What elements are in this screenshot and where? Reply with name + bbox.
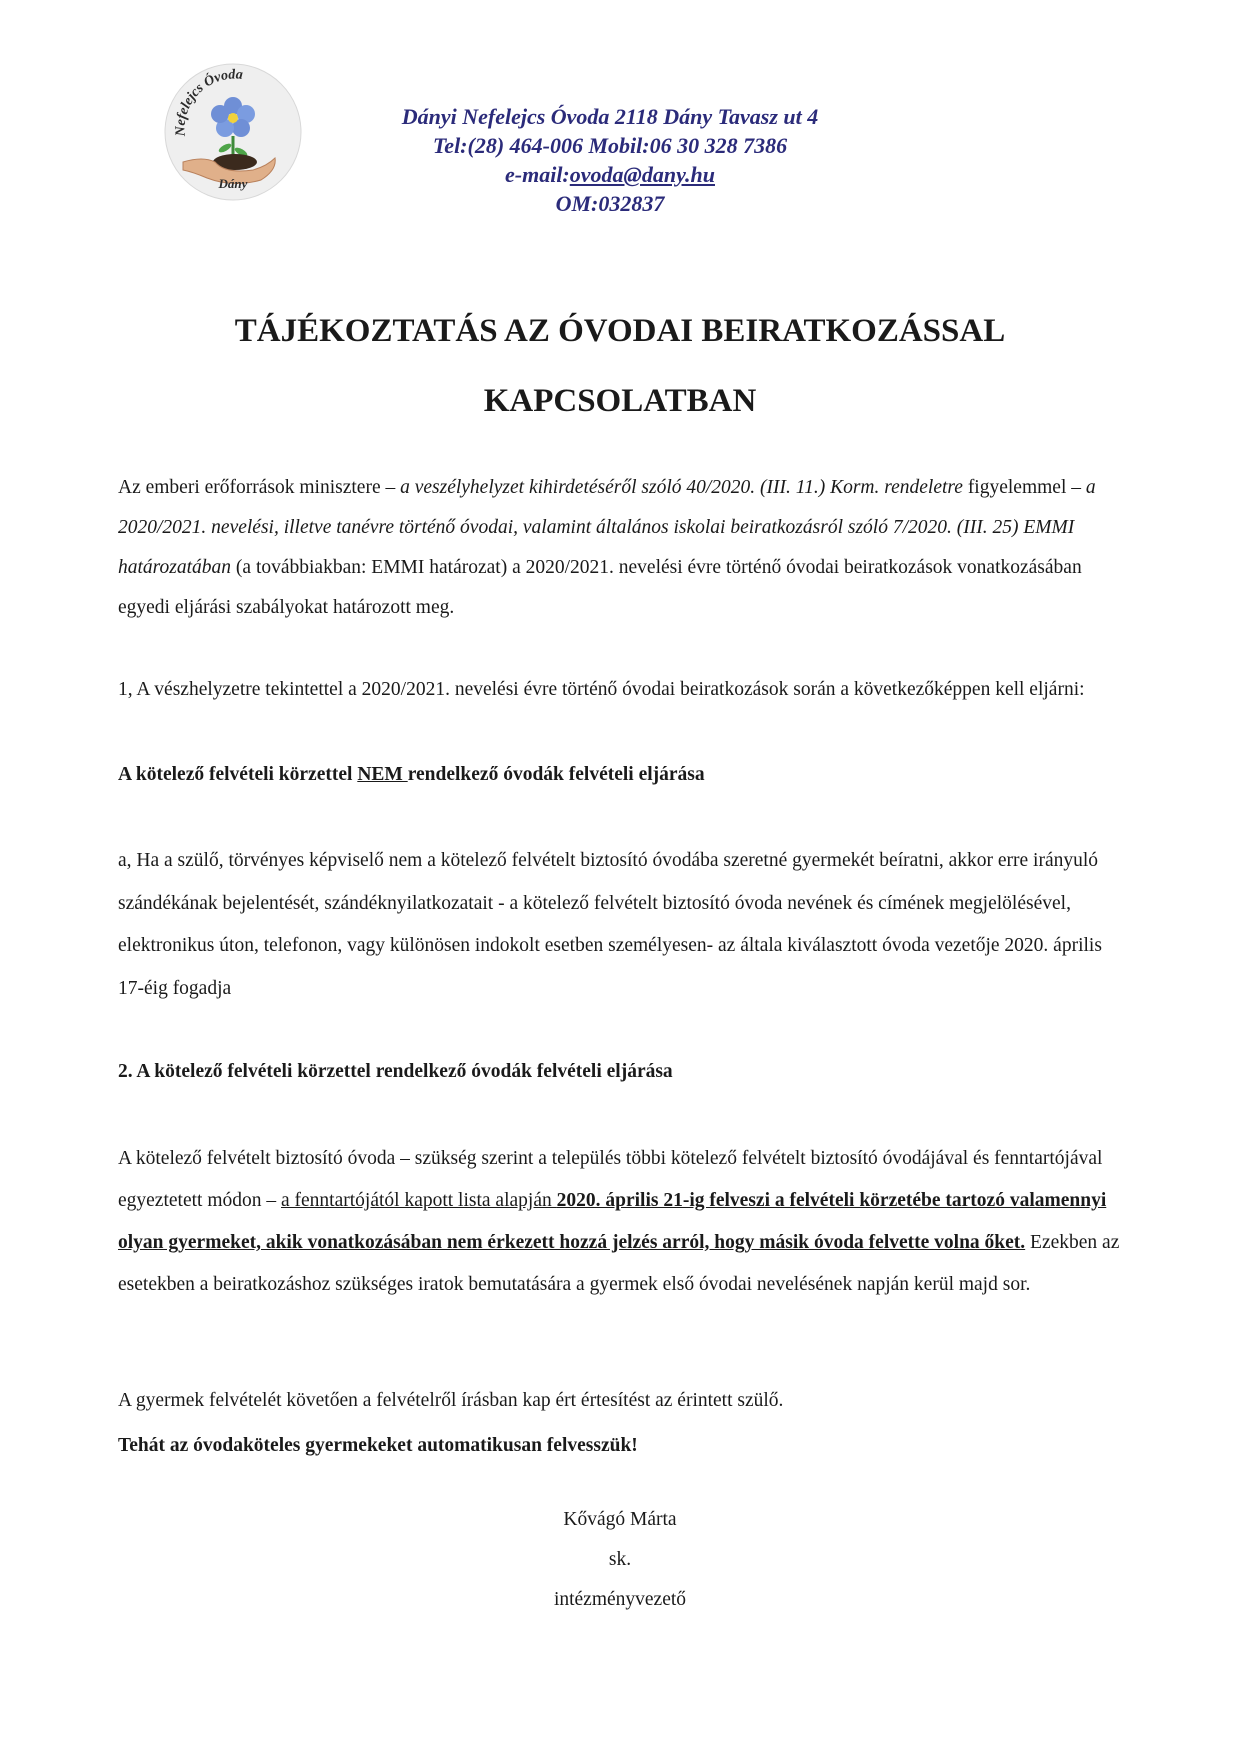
notification-paragraph: A gyermek felvételét követően a felvételről írásban kap ért értesítést az érintett szülő. (118, 1390, 784, 1411)
section-1-heading (118, 755, 1128, 795)
email-line (290, 160, 930, 189)
section-2-text-b: a fenntartójától kapott lista alapján (281, 1190, 557, 1211)
intro-text-a: Az emberi erőforrások minisztere – (118, 477, 401, 498)
intro-emmi-reference: a 2020/2021. nevelési, illetve tanévre történő óvodai, valamint általános iskolai beiratkozásról szóló 7/2020. (III. 25) EMMI határozatában (118, 477, 1096, 578)
document-title (100, 296, 1140, 436)
section-1-heading-nem: NEM (357, 764, 408, 785)
emergency-paragraph: 1, A vészhelyzetre tekintettel a 2020/2021. nevelési évre történő óvodai beiratkozások során a következőképpen kell eljárni: (118, 679, 1085, 700)
title-line-1: TÁJÉKOZTATÁS AZ ÓVODAI BEIRATKOZÁSSAL (234, 313, 1006, 349)
logo-text-bottom: Dány (218, 176, 248, 191)
title-line-2: KAPCSOLATBAN (483, 383, 757, 419)
address-line: Dányi Nefelejcs Óvoda 2118 Dány Tavasz ut 4 (401, 104, 819, 129)
signature-block (470, 1500, 770, 1620)
section-2-deadline-text: 2020. április 21-ig felveszi a felvételi körzetébe tartozó valamennyi olyan gyermeket, akik vonatkozásában nem érkezett hozzá jelzés arról, hogy másik óvoda felvette volna őket. (118, 1190, 1107, 1253)
section-1-heading-a: A kötelező felvételi körzettel (118, 764, 358, 785)
section-1-heading-b: rendelkező óvodák felvételi eljárása (407, 764, 705, 785)
intro-text-c: figyelemmel – (962, 477, 1086, 498)
section-1-paragraph: a, Ha a szülő, törvényes képviselő nem a kötelező felvételt biztosító óvodába szeretné gyermekét beíratni, akkor erre irányuló szándékának bejelentését, szándéknyilatkozatait - a kötelező felvételt biztosító óvoda nevének és címének megjelölésével, elektronikus úton, telefonon, vagy különösen indokolt esetben személyesen- az általa kiválasztott óvoda vezetője 2020. április 17-éig fogadja (118, 850, 1102, 999)
intro-decree-reference: a veszélyhelyzet kihirdetéséről szóló 40/2020. (III. 11.) Korm. rendeletre (400, 477, 963, 498)
om-line: OM:032837 (555, 191, 665, 216)
automatic-admission-note: Tehát az óvodaköteles gyermekeket automatikusan felvesszük! (118, 1435, 638, 1456)
section-2-heading: 2. A kötelező felvételi körzettel rendelkező óvodák felvételi eljárása (118, 1061, 673, 1082)
phone-line: Tel:(28) 464-006 Mobil:06 30 328 7386 (432, 133, 788, 158)
letterhead (290, 102, 930, 218)
email-link[interactable]: ovoda@dany.hu (569, 162, 715, 187)
email-prefix: e-mail: (505, 162, 570, 187)
intro-text-e: (a továbbiakban: EMMI határozat) a 2020/2021. nevelési évre történő óvodai beiratkozások vonatkozásában egyedi eljárási szabályokat határozott meg. (118, 557, 1082, 618)
signature-role: intézményvezető (553, 1589, 687, 1610)
signature-sk: sk. (608, 1549, 632, 1570)
section-2-text-a: A kötelező felvételt biztosító óvoda – szükség szerint a település többi kötelező felvételt biztosító óvodájával és fenntartójával egyeztetett módon – (118, 1148, 1103, 1211)
signature-name: Kővágó Márta (563, 1509, 677, 1530)
logo-text-top: Nefelejcs Óvoda (173, 67, 244, 137)
kindergarten-logo (163, 62, 303, 202)
section-2-paragraph (118, 1138, 1128, 1306)
section-2-text-d: Ezekben az esetekben a beiratkozáshoz szükséges iratok bemutatására a gyermek első óvodai nevelésének napján kerül majd sor. (118, 1232, 1120, 1295)
intro-paragraph (118, 468, 1128, 628)
